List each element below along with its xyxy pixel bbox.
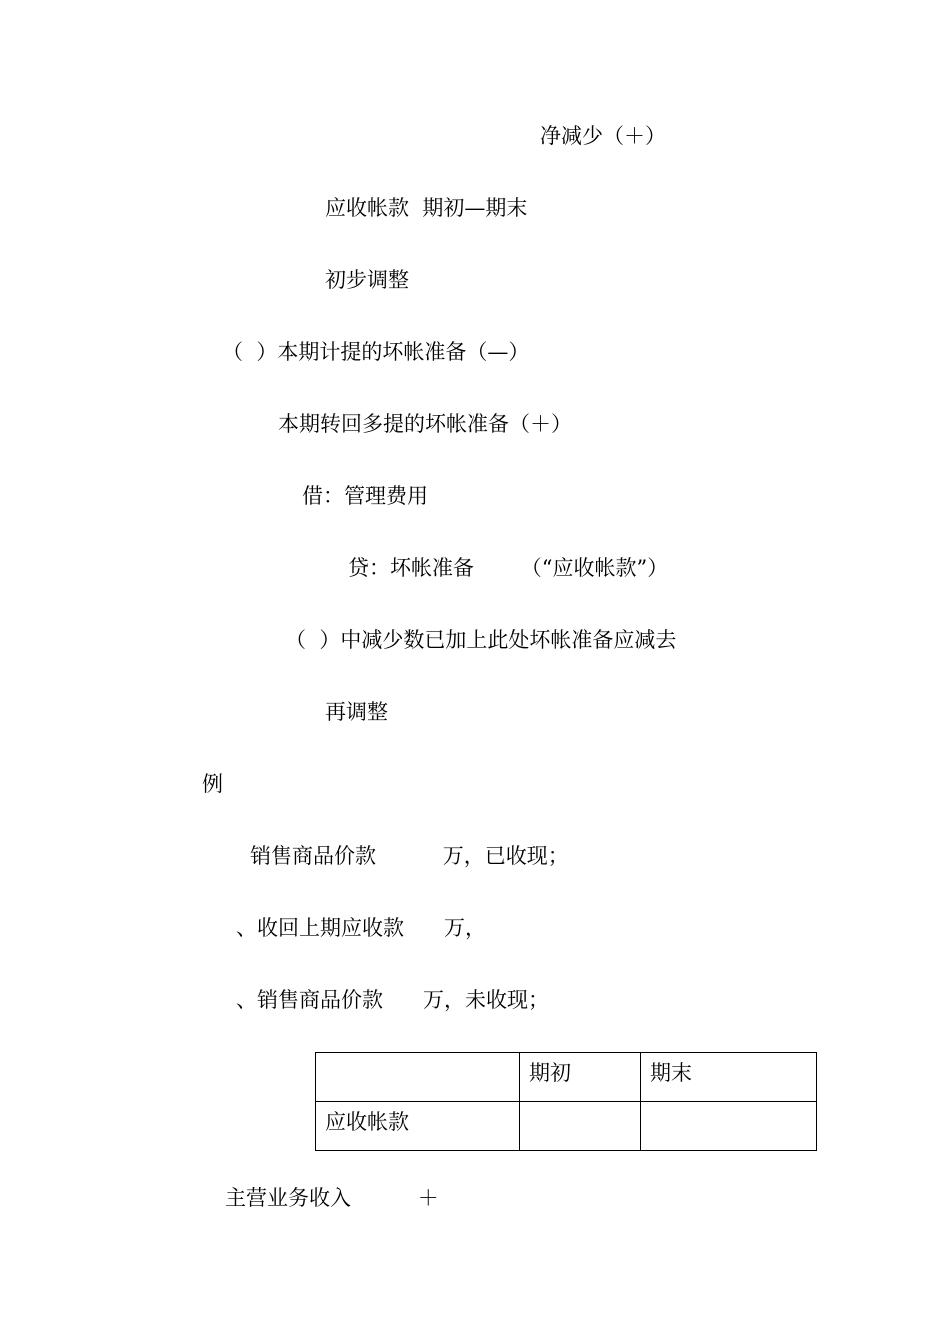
text-sale-cash: 销售商品价款 万，已收现； — [250, 844, 569, 868]
table-header-row — [316, 1053, 817, 1102]
text-sale-credit: 、销售商品价款 万，未收现； — [236, 988, 550, 1012]
text-receivable-opening-closing: 应收帐款 期初—期末 — [325, 196, 528, 220]
text-readjust: 再调整 — [325, 700, 388, 724]
receivable-table — [315, 1052, 817, 1151]
table-header-closing: 期末 — [641, 1053, 817, 1102]
text-debit-admin-expense: 借：管理费用 — [302, 484, 428, 508]
table-row-closing — [641, 1102, 817, 1151]
text-bad-debt-provision: （ ）本期计提的坏帐准备（—） — [222, 340, 530, 364]
table-row-opening — [520, 1102, 641, 1151]
text-credit-bad-debt: 贷：坏帐准备 （“应收帐款”） — [348, 556, 669, 580]
table-header-cell — [316, 1053, 520, 1102]
text-reduction-note: （ ）中减少数已加上此处坏帐准备应减去 — [285, 628, 677, 652]
text-collect-receivable: 、收回上期应收款 万， — [236, 916, 487, 940]
text-bad-debt-reversal: 本期转回多提的坏帐准备（＋） — [278, 412, 572, 436]
table-header-opening: 期初 — [520, 1053, 641, 1102]
text-initial-adjustment: 初步调整 — [325, 268, 409, 292]
table-row — [316, 1102, 817, 1151]
table-row-label: 应收帐款 — [316, 1102, 520, 1151]
text-net-decrease: 净减少（＋） — [540, 124, 666, 148]
text-example: 例 — [202, 772, 223, 796]
text-main-revenue: 主营业务收入 ＋ — [225, 1186, 439, 1210]
